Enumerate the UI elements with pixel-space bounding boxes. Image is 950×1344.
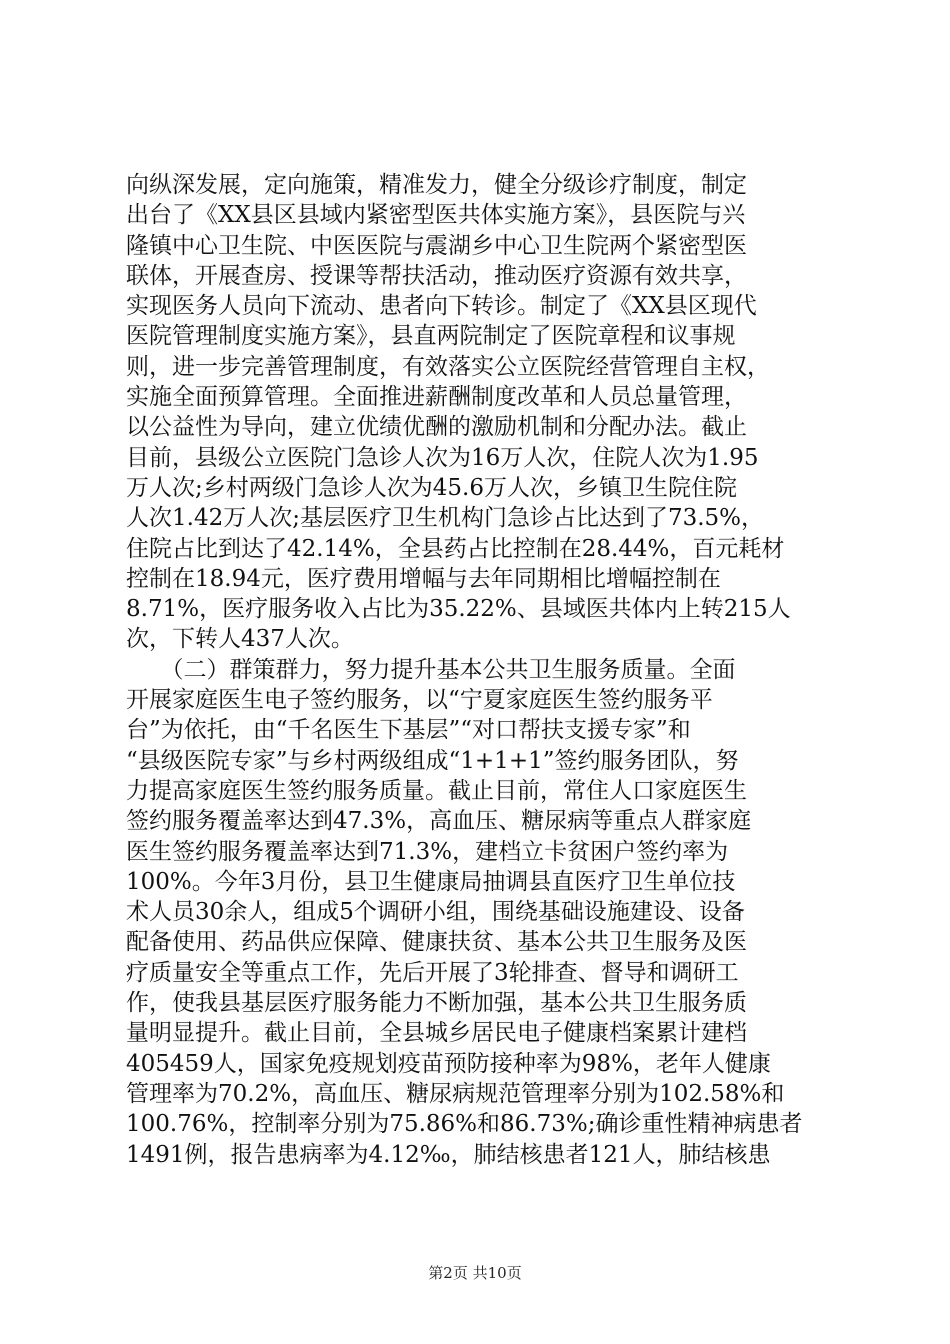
text-line: 控制在18.94元，医疗费用增幅与去年同期相比增幅控制在 bbox=[126, 565, 721, 592]
text-line: 力提高家庭医生签约服务质量。截止目前，常住人口家庭医生 bbox=[126, 777, 747, 804]
text-line: 管理率为70.2%，高血压、糖尿病规范管理率分别为102.58%和 bbox=[126, 1080, 785, 1107]
text-line: 台”为依托，由“千名医生下基层”“对口帮扶支援专家”和 bbox=[126, 717, 691, 744]
text-line: 次，下转人437人次。 bbox=[126, 626, 354, 653]
text-line: 405459人，国家免疫规划疫苗预防接种率为98%，老年人健康 bbox=[126, 1050, 771, 1077]
text-line: 100.76%，控制率分别为75.86%和86.73%;确诊重性精神病患者 bbox=[126, 1111, 803, 1138]
text-line: 隆镇中心卫生院、中医医院与震湖乡中心卫生院两个紧密型医 bbox=[126, 232, 747, 259]
text-line: 开展家庭医生电子签约服务，以“宁夏家庭医生签约服务平 bbox=[126, 687, 713, 714]
text-line: 医院管理制度实施方案》，县直两院制定了医院章程和议事规 bbox=[126, 323, 736, 350]
body-text bbox=[126, 170, 831, 1170]
text-line: 作，使我县基层医疗服务能力不断加强，基本公共卫生服务质 bbox=[126, 990, 747, 1017]
text-line: “县级医院专家”与乡村两级组成“1+1+1”签约服务团队，努 bbox=[126, 747, 739, 774]
text-line: 术人员30余人，组成5个调研小组，围绕基础设施建设、设备 bbox=[126, 899, 745, 926]
text-line: 1491例，报告患病率为4.12‰，肺结核患者121人，肺结核患 bbox=[126, 1141, 771, 1168]
text-line: 目前，县级公立医院门急诊人次为16万人次，住院人次为1.95 bbox=[126, 444, 759, 471]
text-line: 8.71%，医疗服务收入占比为35.22%、县域医共体内上转215人 bbox=[126, 596, 791, 623]
text-line: 人次1.42万人次;基层医疗卫生机构门急诊占比达到了73.5%， bbox=[126, 505, 765, 532]
text-line: 实现医务人员向下流动、患者向下转诊。制定了《XX县区现代 bbox=[126, 293, 757, 320]
text-line: 出台了《XX县区县域内紧密型医共体实施方案》，县医院与兴 bbox=[126, 202, 746, 229]
text-line: 量明显提升。截止目前，全县城乡居民电子健康档案累计建档 bbox=[126, 1020, 747, 1047]
text-line: 签约服务覆盖率达到47.3%，高血压、糖尿病等重点人群家庭 bbox=[126, 808, 752, 835]
text-line: 向纵深发展，定向施策，精准发力，健全分级诊疗制度，制定 bbox=[126, 172, 747, 198]
text-line: 则，进一步完善管理制度，有效落实公立医院经营管理自主权， bbox=[126, 353, 770, 380]
page-number-footer: 第2页 共10页 bbox=[428, 1264, 522, 1282]
text-line: 疗质量安全等重点工作，先后开展了3轮排查、督导和调研工 bbox=[126, 959, 739, 986]
text-line: 以公益性为导向，建立优绩优酬的激励机制和分配办法。截止 bbox=[126, 414, 747, 441]
text-line: 住院占比到达了42.14%，全县药占比控制在28.44%，百元耗材 bbox=[126, 535, 785, 562]
text-line: 联体，开展查房、授课等帮扶活动，推动医疗资源有效共享， bbox=[126, 262, 747, 289]
text-line: 医生签约服务覆盖率达到71.3%，建档立卡贫困户签约率为 bbox=[126, 838, 729, 865]
text-line: （二）群策群力，努力提升基本公共卫生服务质量。全面 bbox=[126, 656, 736, 683]
text-line: 100%。今年3月份，县卫生健康局抽调县直医疗卫生单位技 bbox=[126, 868, 736, 895]
text-line: 万人次;乡村两级门急诊人次为45.6万人次，乡镇卫生院住院 bbox=[126, 474, 737, 501]
text-line: 配备使用、药品供应保障、健康扶贫、基本公共卫生服务及医 bbox=[126, 929, 747, 956]
text-line: 实施全面预算管理。全面推进薪酬制度改革和人员总量管理， bbox=[126, 384, 747, 411]
